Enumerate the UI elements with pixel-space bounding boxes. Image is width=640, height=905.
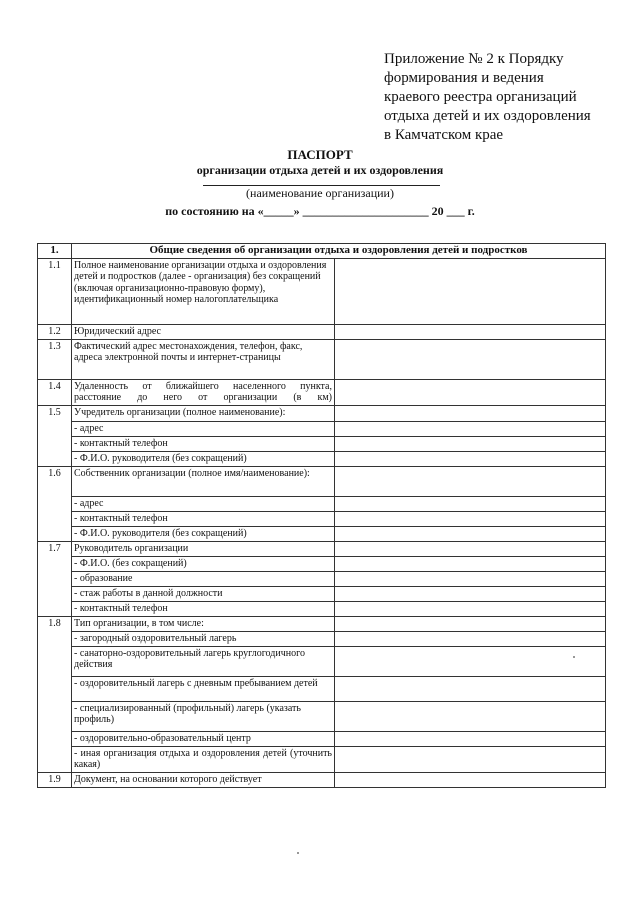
table-row bbox=[38, 466, 606, 496]
row-label: - контактный телефон bbox=[72, 436, 335, 451]
row-label: Учредитель организации (полное наименование): bbox=[72, 405, 335, 421]
appendix-line: краевого реестра организаций bbox=[384, 89, 577, 105]
table-row bbox=[38, 731, 606, 746]
table-row bbox=[38, 601, 606, 616]
row-number: 1.7 bbox=[38, 541, 72, 616]
row-label: Полное наименование организации отдыха и оздоровления детей и подростков (далее - организация) без сокращений (включая организационно-правовую форму), идентификационный номер налогоплательщика bbox=[72, 258, 335, 324]
row-value-cell[interactable] bbox=[335, 631, 606, 646]
scan-speck bbox=[297, 852, 299, 854]
passport-table bbox=[37, 243, 606, 788]
table-row bbox=[38, 746, 606, 772]
row-value-cell[interactable] bbox=[335, 324, 606, 339]
row-value-cell[interactable] bbox=[335, 466, 606, 496]
row-value-cell[interactable] bbox=[335, 731, 606, 746]
table-row bbox=[38, 616, 606, 631]
table-row bbox=[38, 451, 606, 466]
row-value-cell[interactable] bbox=[335, 339, 606, 379]
table-row bbox=[38, 701, 606, 731]
table-row bbox=[38, 379, 606, 405]
row-value-cell[interactable] bbox=[335, 616, 606, 631]
table-row bbox=[38, 405, 606, 421]
row-label: Фактический адрес местонахождения, телефон, факс, адреса электронной почты и интернет-страницы bbox=[72, 339, 335, 379]
organization-name-caption: (наименование организации) bbox=[246, 186, 394, 200]
row-label: - контактный телефон bbox=[72, 601, 335, 616]
row-value-cell[interactable] bbox=[335, 701, 606, 731]
row-value-cell[interactable] bbox=[335, 646, 606, 676]
row-number: 1.9 bbox=[38, 772, 72, 787]
table-row bbox=[38, 324, 606, 339]
row-value-cell[interactable] bbox=[335, 526, 606, 541]
state-date-line: по состоянию на «_____» _____________________ 20 ___ г. bbox=[165, 204, 475, 218]
table-row bbox=[38, 511, 606, 526]
appendix-line: Приложение № 2 к Порядку bbox=[384, 51, 564, 67]
row-label: - Ф.И.О. руководителя (без сокращений) bbox=[72, 451, 335, 466]
table-row bbox=[38, 436, 606, 451]
row-label: - Ф.И.О. руководителя (без сокращений) bbox=[72, 526, 335, 541]
row-label: - санаторно-оздоровительный лагерь круглогодичного действия bbox=[72, 646, 335, 676]
table-row bbox=[38, 586, 606, 601]
section-header-row bbox=[38, 244, 606, 259]
table-row bbox=[38, 421, 606, 436]
section-number: 1. bbox=[38, 244, 72, 259]
row-value-cell[interactable] bbox=[335, 258, 606, 324]
row-label: - оздоровительно-образовательный центр bbox=[72, 731, 335, 746]
row-value-cell[interactable] bbox=[335, 772, 606, 787]
table-row bbox=[38, 571, 606, 586]
row-label: Собственник организации (полное имя/наименование): bbox=[72, 466, 335, 496]
row-label: - специализированный (профильный) лагерь (указать профиль) bbox=[72, 701, 335, 731]
document-title: ПАСПОРТ bbox=[287, 147, 353, 162]
table-row bbox=[38, 258, 606, 324]
row-value-cell[interactable] bbox=[335, 379, 606, 405]
table-row bbox=[38, 526, 606, 541]
row-value-cell[interactable] bbox=[335, 571, 606, 586]
row-value-cell[interactable] bbox=[335, 421, 606, 436]
row-label: Руководитель организации bbox=[72, 541, 335, 556]
table-row bbox=[38, 676, 606, 701]
row-value-cell[interactable] bbox=[335, 746, 606, 772]
row-number: 1.2 bbox=[38, 324, 72, 339]
row-label: Документ, на основании которого действует bbox=[72, 772, 335, 787]
row-number: 1.5 bbox=[38, 405, 72, 466]
row-number: 1.6 bbox=[38, 466, 72, 541]
row-label: Удаленность от ближайшего населенного пункта, расстояние до него от организации (в км) bbox=[72, 379, 335, 405]
row-value-cell[interactable] bbox=[335, 601, 606, 616]
row-number: 1.1 bbox=[38, 258, 72, 324]
row-label: - образование bbox=[72, 571, 335, 586]
row-number: 1.8 bbox=[38, 616, 72, 772]
row-label: - оздоровительный лагерь с дневным пребыванием детей bbox=[72, 676, 335, 701]
row-number: 1.4 bbox=[38, 379, 72, 405]
row-value-cell[interactable] bbox=[335, 436, 606, 451]
row-label: - адрес bbox=[72, 496, 335, 511]
table-row bbox=[38, 556, 606, 571]
appendix-line: отдыха детей и их оздоровления bbox=[384, 108, 591, 124]
document-subtitle: организации отдыха детей и их оздоровления bbox=[196, 163, 444, 177]
section-title: Общие сведения об организации отдыха и оздоровления детей и подростков bbox=[72, 244, 606, 259]
table-row bbox=[38, 339, 606, 379]
row-label: - иная организация отдыха и оздоровления детей (уточнить какая) bbox=[72, 746, 335, 772]
row-value-cell[interactable] bbox=[335, 676, 606, 701]
table-row bbox=[38, 646, 606, 676]
row-label: - адрес bbox=[72, 421, 335, 436]
row-value-cell[interactable] bbox=[335, 511, 606, 526]
row-label: Юридический адрес bbox=[72, 324, 335, 339]
appendix-line: в Камчатском крае bbox=[384, 127, 504, 143]
row-value-cell[interactable] bbox=[335, 541, 606, 556]
row-value-cell[interactable] bbox=[335, 451, 606, 466]
row-value-cell[interactable] bbox=[335, 405, 606, 421]
row-label: - стаж работы в данной должности bbox=[72, 586, 335, 601]
table-row bbox=[38, 541, 606, 556]
table-row bbox=[38, 496, 606, 511]
row-label: Тип организации, в том числе: bbox=[72, 616, 335, 631]
appendix-line: формирования и ведения bbox=[384, 70, 544, 86]
row-value-cell[interactable] bbox=[335, 556, 606, 571]
appendix-note bbox=[384, 50, 634, 145]
scan-speck bbox=[573, 656, 575, 658]
row-label: - контактный телефон bbox=[72, 511, 335, 526]
table-row bbox=[38, 772, 606, 787]
row-value-cell[interactable] bbox=[335, 496, 606, 511]
row-label: - Ф.И.О. (без сокращений) bbox=[72, 556, 335, 571]
table-row bbox=[38, 631, 606, 646]
row-value-cell[interactable] bbox=[335, 586, 606, 601]
row-label: - загородный оздоровительный лагерь bbox=[72, 631, 335, 646]
row-number: 1.3 bbox=[38, 339, 72, 379]
